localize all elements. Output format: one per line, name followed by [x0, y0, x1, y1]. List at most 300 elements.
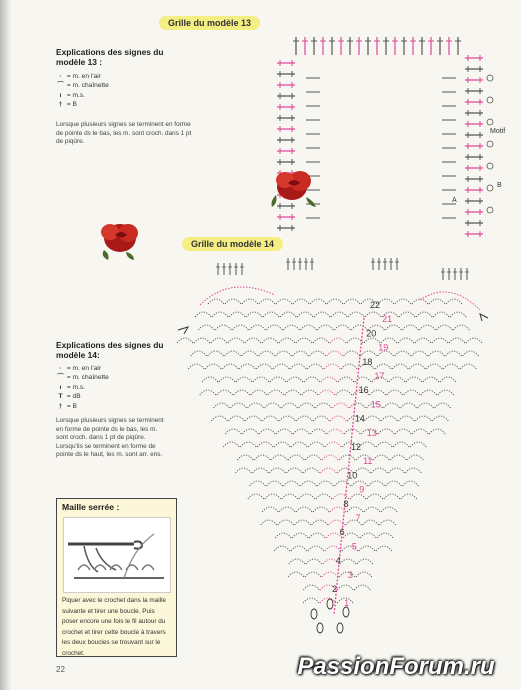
chain-arch	[333, 403, 349, 408]
chain-arch	[338, 377, 354, 382]
crest-arc	[420, 292, 480, 310]
chain-arch	[432, 338, 448, 343]
grid13-title: Grille du modèle 13	[159, 16, 260, 30]
chain-arch	[299, 494, 315, 499]
chain-arch	[313, 416, 329, 421]
row-number: 2	[332, 584, 338, 594]
chain-arch	[276, 351, 292, 356]
chain-arch	[390, 455, 406, 460]
chain-arch	[248, 403, 264, 408]
chain-arch	[177, 338, 193, 343]
chain-arch	[200, 390, 216, 395]
grid13-legend-title: Explications des signes du modèle 13 :	[56, 47, 164, 67]
chain-arch	[369, 481, 385, 486]
chain-arch	[234, 390, 250, 395]
chain-arch	[415, 416, 431, 421]
chain-arch	[250, 481, 266, 486]
chain-arch	[236, 377, 252, 382]
chain-arch	[316, 494, 332, 499]
chain-arch	[291, 546, 307, 551]
chain-arch	[296, 507, 312, 512]
chain-arch	[341, 364, 357, 369]
chain-arch	[248, 494, 264, 499]
chain-arch	[251, 390, 267, 395]
chain-arch	[322, 455, 338, 460]
chain-arch	[384, 403, 400, 408]
chain-arch	[419, 325, 435, 330]
page-number: 22	[56, 665, 65, 674]
chain-arch	[239, 364, 255, 369]
chain-arch	[378, 429, 394, 434]
chain-arch	[276, 429, 292, 434]
chain-arch	[365, 312, 381, 317]
chain-arch	[228, 416, 244, 421]
legend13-item: ı = m.s.	[56, 91, 109, 100]
legend14-item: · = m. en l'air	[56, 364, 109, 373]
chain-arch	[410, 442, 426, 447]
chain-arch	[259, 299, 275, 304]
row-number: 14	[354, 413, 365, 424]
chain-arch	[433, 312, 449, 317]
chain-arch	[331, 312, 347, 317]
petal-mark	[337, 623, 343, 633]
chain-arch	[228, 338, 244, 343]
arrow-icon	[480, 314, 488, 321]
chain-arch	[350, 494, 366, 499]
chain-arch	[351, 325, 367, 330]
chain-arch	[269, 468, 285, 473]
chain-arch	[289, 559, 305, 564]
chain-arch	[322, 572, 338, 577]
chain-arch	[319, 390, 335, 395]
chain-arch	[436, 325, 452, 330]
legend13-item: † = B	[56, 100, 109, 109]
chain-arch	[423, 377, 439, 382]
chain-arch	[330, 416, 346, 421]
chain-arch	[429, 299, 445, 304]
chain-arch	[219, 377, 235, 382]
chain-arch	[275, 533, 291, 538]
b-label: B	[497, 182, 502, 189]
chain-arch	[416, 312, 432, 317]
chain-arch	[296, 338, 312, 343]
chain-arch	[308, 546, 324, 551]
chain-arch	[225, 351, 241, 356]
cross-bar-icon: †	[58, 101, 63, 109]
chain-arch	[188, 364, 204, 369]
chain-arch	[446, 299, 462, 304]
row-number: 9	[359, 484, 365, 495]
chain-arch	[376, 442, 392, 447]
chain-arch	[305, 455, 321, 460]
chain-arch	[446, 351, 462, 356]
chain-arch	[254, 455, 270, 460]
chain-arch	[412, 351, 428, 356]
chain-arch	[463, 351, 479, 356]
chain-arch	[232, 325, 248, 330]
chain-arch	[279, 416, 295, 421]
short-bar-icon: ı	[59, 383, 62, 391]
chain-arch	[288, 572, 304, 577]
chain-arch	[314, 312, 330, 317]
chain-arch	[327, 429, 343, 434]
t-bar-icon: T	[58, 393, 63, 401]
chain-arch	[266, 325, 282, 330]
petal-mark	[311, 609, 317, 619]
chain-arch	[356, 572, 372, 577]
arc-icon: ⌒	[57, 82, 64, 90]
crest-arc	[200, 287, 275, 305]
chain-arch	[291, 442, 307, 447]
legend13-item: ⌒ = m. chaînette	[57, 82, 109, 90]
box-text: Piquer avec le crochet dans la maille suivante et tirer une boucle. Puis poser encore une fois le fil autour du crochet et tirer cette boucle à travers les deux boucles se trouvant sur le crochet.	[62, 597, 167, 657]
chain-arch	[381, 507, 397, 512]
chain-arch	[278, 520, 294, 525]
chain-arch	[287, 377, 303, 382]
row-number: 4	[335, 555, 341, 566]
chain-arch	[435, 403, 451, 408]
chain-arch	[373, 455, 389, 460]
chain-arch	[282, 494, 298, 499]
chain-arch	[357, 559, 373, 564]
chain-arch	[208, 299, 224, 304]
chain-arch	[429, 351, 445, 356]
chain-arch	[300, 325, 316, 330]
chain-arch	[292, 533, 308, 538]
chain-arch	[246, 312, 262, 317]
chain-arch	[242, 429, 258, 434]
arrow-icon	[178, 327, 188, 334]
row-number: 12	[351, 442, 362, 452]
chain-arch	[279, 338, 295, 343]
chain-arch	[386, 481, 402, 486]
chain-arch	[443, 364, 459, 369]
cross-bar-icon: †	[58, 402, 63, 410]
chain-arch	[398, 416, 414, 421]
chain-arch	[262, 338, 278, 343]
chain-arch	[377, 533, 393, 538]
legend14-item: † = B	[56, 402, 109, 411]
chain-arch	[280, 312, 296, 317]
chain-arch	[310, 429, 326, 434]
row-number: 21	[382, 314, 393, 325]
chain-arch	[290, 364, 306, 369]
chain-arch	[293, 299, 309, 304]
chain-arch	[256, 364, 272, 369]
row-number: 1	[344, 598, 350, 609]
grid14-title: Grille du modèle 14	[182, 237, 283, 251]
dot-icon: ·	[59, 365, 62, 372]
grid13-note: Lorsque plusieurs signes se terminent en forme de pointe ds le bas, les m. sont croch. dans 1 pt de piqûre.	[56, 121, 192, 146]
chain-arch	[211, 338, 227, 343]
chain-arch	[364, 416, 380, 421]
chain-arch	[296, 416, 312, 421]
chain-arch	[262, 507, 278, 512]
chain-arch	[267, 481, 283, 486]
chain-arch	[217, 390, 233, 395]
chain-arch	[429, 429, 445, 434]
legend14-item: T = dB	[56, 392, 109, 401]
chain-arch	[453, 325, 469, 330]
chain-arch	[438, 390, 454, 395]
chain-arch	[285, 390, 301, 395]
chain-arch	[214, 403, 230, 408]
chain-arch	[309, 533, 325, 538]
chain-arch	[191, 351, 207, 356]
chain-arch	[320, 468, 336, 473]
chain-arch	[361, 351, 377, 356]
chain-arch	[359, 442, 375, 447]
grid14-note: Lorsque plusieurs signes se terminent en forme de pointe ds le bas, les m. sont croch. dans 1 pt de piqûre. Lorsqu'ils se terminent en forme de pointe ds le haut, les m. sont arr. ens.	[56, 417, 164, 459]
chain-arch	[389, 377, 405, 382]
row-number: 7	[355, 513, 361, 523]
chain-arch	[336, 390, 352, 395]
chain-arch	[359, 546, 375, 551]
chain-arch	[268, 390, 284, 395]
chain-arch	[327, 351, 343, 356]
chain-arch	[395, 351, 411, 356]
chain-arch	[312, 520, 328, 525]
chain-arch	[403, 481, 419, 486]
chain-arch	[350, 403, 366, 408]
chain-arch	[363, 520, 379, 525]
chain-arch	[432, 416, 448, 421]
dot-icon: ·	[59, 73, 62, 80]
chain-arch	[344, 299, 360, 304]
chain-arch	[245, 338, 261, 343]
chain-arch	[271, 455, 287, 460]
chain-arch	[306, 559, 322, 564]
chain-arch	[402, 325, 418, 330]
chain-arch	[344, 351, 360, 356]
chain-arch	[325, 442, 341, 447]
chain-arch	[263, 312, 279, 317]
stitch-instruction-box	[56, 498, 177, 657]
chain-arch	[392, 364, 408, 369]
chain-arch	[334, 325, 350, 330]
chain-arch	[242, 299, 258, 304]
chain-arch	[237, 455, 253, 460]
chain-arch	[235, 468, 251, 473]
chain-arch	[399, 312, 415, 317]
chain-arch	[321, 377, 337, 382]
chain-arch	[449, 338, 465, 343]
crochet-hook-icon	[64, 518, 170, 592]
chain-arch	[205, 364, 221, 369]
chain-arch	[371, 468, 387, 473]
chain-arch	[318, 481, 334, 486]
chain-arch	[460, 364, 476, 369]
short-bar-icon: ı	[59, 91, 62, 99]
chain-arch	[329, 520, 345, 525]
chain-arch	[405, 468, 421, 473]
chain-arch	[245, 416, 261, 421]
chain-arch	[231, 403, 247, 408]
petal-mark	[317, 623, 323, 633]
chain-arch	[225, 429, 241, 434]
chain-arch	[421, 390, 437, 395]
chain-arch	[347, 507, 363, 512]
watermark: PassionForum.ru	[297, 653, 495, 680]
chain-arch	[317, 325, 333, 330]
chain-arch	[409, 364, 425, 369]
chain-arch	[412, 429, 428, 434]
row-number: 20	[366, 328, 377, 339]
chain-arch	[330, 338, 346, 343]
row-number: 11	[363, 456, 373, 467]
chain-arch	[262, 416, 278, 421]
chain-arch	[360, 533, 376, 538]
chain-arch	[347, 338, 363, 343]
chain-arch	[343, 533, 359, 538]
chain-arch	[307, 364, 323, 369]
chain-arch	[308, 442, 324, 447]
row-number: 5	[351, 541, 357, 552]
chain-arch	[398, 338, 414, 343]
chain-arch	[339, 455, 355, 460]
chain-arch	[240, 442, 256, 447]
chain-arch	[354, 585, 370, 590]
chain-arch	[450, 312, 466, 317]
chain-arch	[407, 455, 423, 460]
chain-arch	[313, 507, 329, 512]
chain-arch	[279, 507, 295, 512]
chain-arch	[283, 325, 299, 330]
petal-mark	[343, 607, 349, 617]
petal-mark	[327, 599, 333, 609]
row-number: 17	[374, 371, 385, 381]
chain-arch	[303, 598, 319, 603]
chain-arch	[325, 546, 341, 551]
chain-arch	[208, 351, 224, 356]
chain-arch	[327, 299, 343, 304]
chain-arch	[270, 377, 286, 382]
chain-arch	[310, 351, 326, 356]
row-number: 16	[358, 385, 369, 396]
chain-arch	[229, 312, 245, 317]
chain-arch	[261, 520, 277, 525]
row-number: 10	[347, 470, 358, 481]
chain-arch	[415, 338, 431, 343]
motif-label: Motif	[490, 128, 506, 135]
chain-arch	[293, 351, 309, 356]
crochet-illustration	[63, 517, 171, 593]
chain-arch	[295, 520, 311, 525]
chain-arch	[378, 299, 394, 304]
row-number: 8	[343, 498, 349, 509]
chain-arch	[340, 559, 356, 564]
chain-arch	[297, 312, 313, 317]
chain-arch	[212, 312, 228, 317]
chain-arch	[259, 429, 275, 434]
chain-arch	[324, 364, 340, 369]
chain-arch	[242, 351, 258, 356]
chain-arch	[253, 377, 269, 382]
chain-arch	[293, 429, 309, 434]
chain-arch	[302, 390, 318, 395]
row-number: 15	[370, 399, 381, 410]
chain-arch	[282, 403, 298, 408]
chain-arch	[367, 494, 383, 499]
chain-arch	[316, 403, 332, 408]
chain-arch	[418, 403, 434, 408]
chain-arch	[393, 442, 409, 447]
chain-arch	[215, 325, 231, 330]
legend13-item: · = m. en l'air	[56, 72, 109, 81]
chain-arch	[348, 312, 364, 317]
chain-arch	[222, 364, 238, 369]
chain-arch	[381, 416, 397, 421]
chain-arch	[265, 403, 281, 408]
chain-arch	[395, 299, 411, 304]
chain-arch	[364, 507, 380, 512]
chain-arch	[274, 546, 290, 551]
chain-arch	[249, 325, 265, 330]
row-number: 3	[347, 569, 353, 580]
row-number: 22	[370, 300, 381, 310]
chain-arch	[265, 494, 281, 499]
chain-arch	[370, 390, 386, 395]
chain-arch	[211, 416, 227, 421]
legend14-item: ı = m.s.	[56, 383, 109, 392]
chain-arch	[259, 351, 275, 356]
chain-arch	[395, 429, 411, 434]
chain-arch	[299, 403, 315, 408]
chain-arch	[401, 494, 417, 499]
chain-arch	[313, 338, 329, 343]
row-number: 19	[378, 342, 389, 353]
chain-arch	[303, 585, 319, 590]
a-label: A	[452, 197, 457, 204]
chain-arch	[252, 468, 268, 473]
row-number: 13	[366, 427, 377, 438]
chain-arch	[375, 364, 391, 369]
grid14-legend-title: Explications des signes du modèle 14:	[56, 340, 164, 360]
legend14-item: ⌒ = m. chaînette	[57, 374, 109, 382]
chain-arch	[385, 325, 401, 330]
chain-arch	[276, 299, 292, 304]
chain-arch	[223, 442, 239, 447]
chain-arch	[288, 455, 304, 460]
chain-arch	[426, 364, 442, 369]
chain-arch	[406, 377, 422, 382]
chain-arch	[284, 481, 300, 486]
chain-arch	[273, 364, 289, 369]
chain-arch	[440, 377, 456, 382]
chain-arch	[401, 403, 417, 408]
chain-arch	[335, 481, 351, 486]
chain-arch	[225, 299, 241, 304]
chain-arch	[388, 468, 404, 473]
row-number: 6	[339, 527, 345, 538]
chain-arch	[310, 299, 326, 304]
chain-arch	[301, 481, 317, 486]
chain-arch	[194, 338, 210, 343]
chain-arch	[198, 325, 214, 330]
chain-arch	[303, 468, 319, 473]
arc-icon: ⌒	[57, 374, 64, 382]
chain-arch	[376, 546, 392, 551]
chain-arch	[202, 377, 218, 382]
chain-arch	[384, 494, 400, 499]
chain-arch	[274, 442, 290, 447]
chain-arch	[380, 520, 396, 525]
chain-arch	[195, 312, 211, 317]
chain-arch	[337, 585, 353, 590]
chain-arch	[387, 390, 403, 395]
chain-arch	[305, 572, 321, 577]
chain-arch	[286, 468, 302, 473]
